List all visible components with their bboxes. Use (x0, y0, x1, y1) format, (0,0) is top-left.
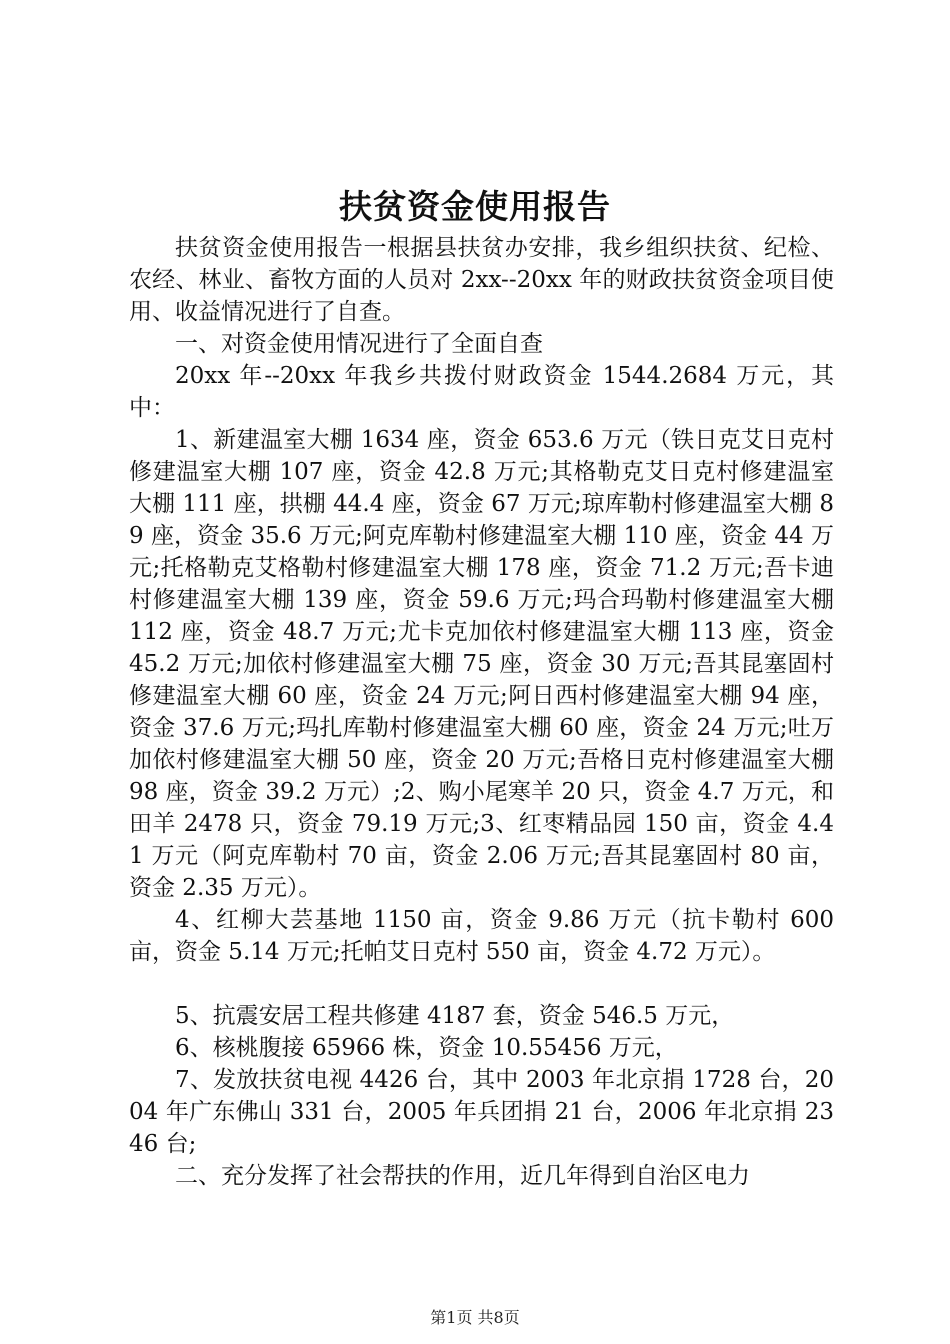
paragraph-item-6: 6、核桃腹接 65966 株，资金 10.55456 万元， (175, 1035, 678, 1061)
page-footer: 第1页 共8页 (430, 1308, 520, 1327)
document-title: 扶贫资金使用报告 (339, 187, 611, 226)
document-body (129, 232, 834, 1192)
paragraph-heading-1: 一、对资金使用情况进行了全面自查 (175, 331, 543, 357)
paragraph-total-funds: 20xx 年--20xx 年我乡共拨付财政资金 1544.2684 万元，其中： (129, 363, 834, 421)
paragraph-item-4: 4、红柳大芸基地 1150 亩，资金 9.86 万元（抗卡勒村 600 亩，资金 5.14 万元;托帕艾日克村 550 亩，资金 4.72 万元）。 (129, 907, 834, 965)
paragraph-intro: 扶贫资金使用报告一根据县扶贫办安排，我乡组织扶贫、纪检、农经、林业、畜牧方面的人员对 2xx--20xx 年的财政扶贫资金项目使用、收益情况进行了自查。 (129, 235, 834, 325)
paragraph-item-5: 5、抗震安居工程共修建 4187 套，资金 546.5 万元， (175, 1003, 735, 1029)
paragraph-item-7: 7、发放扶贫电视 4426 台，其中 2003 年北京捐 1728 台，2004 年广东佛山 331 台，2005 年兵团捐 21 台，2006 年北京捐 2346 台; (129, 1067, 834, 1157)
paragraph-heading-2: 二、充分发挥了社会帮扶的作用，近几年得到自治区电力 (175, 1163, 750, 1189)
paragraph-item-1: 1、新建温室大棚 1634 座，资金 653.6 万元（铁日克艾日克村修建温室大棚 107 座，资金 42.8 万元;其格勒克艾日克村修建温室大棚 111 座，拱棚 44.4 座，资金 67 万元;琼库勒村修建温室大棚 89 座，资金 35.6 万元;阿克库勒村修建温室大棚 110 座，资金 44 万元;托格勒克艾格勒村修建温室大棚 178 座，资金 71.2 万元;吾卡迪村修建温室大棚 139 座，资金 59.6 万元;玛合玛勒村修建温室大棚 112 座，资金 48.7 万元;尤卡克加依村修建温室大棚 113 座，资金 45.2 万元;加依村修建温室大棚 75 座，资金 30 万元;吾其昆塞固村修建温室大棚 60 座，资金 24 万元;阿日西村修建温室大棚 94 座，资金 37.6 万元;玛扎库勒村修建温室大棚 60 座，资金 24 万元;吐万加依村修建温室大棚 50 座，资金 20 万元;吾格日克村修建温室大棚 98 座，资金 39.2 万元）;2、购小尾寒羊 20 只，资金 4.7 万元，和田羊 2478 只，资金 79.19 万元;3、红枣精品园 150 亩，资金 4.41 万元（阿克库勒村 70 亩，资金 2.06 万元;吾其昆塞固村 80 亩，资金 2.35 万元）。 (129, 427, 834, 901)
